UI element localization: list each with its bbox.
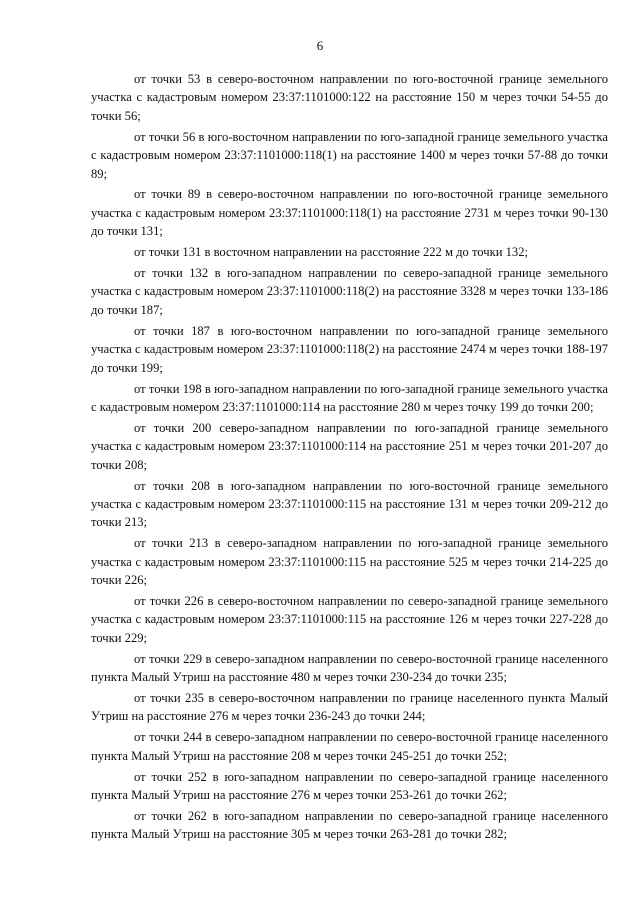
boundary-paragraph: от точки 226 в северо-восточном направлении по северо-западной границе земельного участка с кадастровым номером 23:37:1101000:115 на расстояние 126 м через точки 227-228 до точки 229; [91,593,608,645]
boundary-paragraph: от точки 187 в юго-восточном направлении по юго-западной границе земельного участка с кадастровым номером 23:37:1101000:118(2) на расстояние 2474 м через точки 188-197 до точки 199; [91,323,608,375]
boundary-paragraph: от точки 89 в северо-восточном направлении по юго-восточной границе земельного участка с кадастровым номером 23:37:1101000:118(1) на расстояние 2731 м через точки 90-130 до точки 131; [91,187,608,239]
document-body [91,70,608,846]
boundary-paragraph: от точки 252 в юго-западном направлении по северо-западной границе населенного пункта Малый Утриш на расстояние 276 м через точки 253-261 до точки 262; [91,769,608,803]
boundary-paragraph: от точки 213 в северо-западном направлении по юго-западной границе земельного участка с кадастровым номером 23:37:1101000:115 на расстояние 525 м через точки 214-225 до точки 226; [91,536,608,588]
boundary-paragraph: от точки 132 в юго-западном направлении по северо-западной границе земельного участка с кадастровым номером 23:37:1101000:118(2) на расстояние 3328 м через точки 133-186 до точки 187; [91,266,608,317]
boundary-paragraph: от точки 235 в северо-восточном направлении по границе населенного пункта Малый Утриш на расстояние 276 м через точки 236-243 до точки 244; [91,691,608,724]
boundary-paragraph: от точки 56 в юго-восточном направлении по юго-западной границе земельного участка с кадастровым номером 23:37:1101000:118(1) на расстояние 1400 м через точки 57-88 до точки 89; [91,129,608,181]
boundary-paragraph: от точки 131 в восточном направлении на расстояние 222 м до точки 132; [134,245,528,260]
boundary-paragraph: от точки 198 в юго-западном направлении по юго-западной границе земельного участка с кадастровым номером 23:37:1101000:114 на расстояние 280 м через точку 199 до точки 200; [91,381,608,414]
boundary-paragraph: от точки 262 в юго-западном направлении по северо-западной границе населенного пункта Малый Утриш на расстояние 305 м через точки 263-281 до точки 282; [91,808,608,842]
page-number: 6 [316,38,324,53]
boundary-paragraph: от точки 208 в юго-западном направлении по юго-восточной границе земельного участка с кадастровым номером 23:37:1101000:115 на расстояние 131 м через точки 209-212 до точки 213; [91,478,608,530]
boundary-paragraph: от точки 200 северо-западном направлении по юго-западной границе земельного участка с кадастровым номером 23:37:1101000:114 на расстояние 251 м через точки 201-207 до точки 208; [91,420,608,472]
boundary-paragraph: от точки 244 в северо-западном направлении по северо-восточной границе населенного пункта Малый Утриш на расстояние 208 м через точки 245-251 до точки 252; [91,730,608,763]
boundary-paragraph: от точки 229 в северо-западном направлении по северо-восточной границе населенного пункта Малый Утриш на расстояние 480 м через точки 230-234 до точки 235; [91,651,608,685]
boundary-paragraph: от точки 53 в северо-восточном направлении по юго-восточной границе земельного участка с кадастровым номером 23:37:1101000:122 на расстояние 150 м через точки 54-55 до точки 56; [91,72,608,123]
